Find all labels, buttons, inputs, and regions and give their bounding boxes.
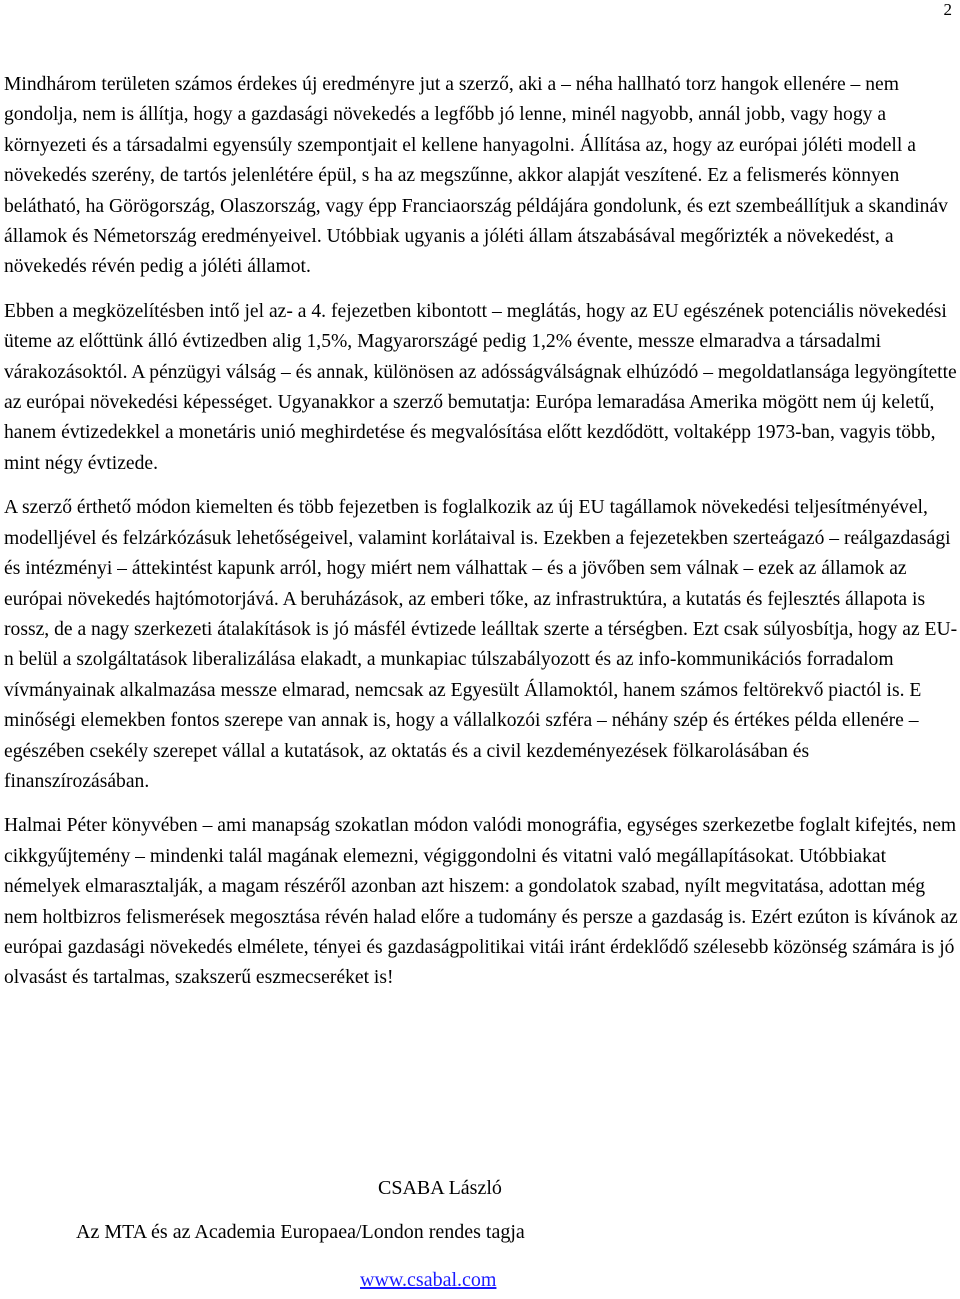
document-body (4, 70, 959, 1008)
author-affiliation: Az MTA és az Academia Europaea/London rendes tagja (76, 1221, 525, 1243)
paragraph-2: Ebben a megközelítésben intő jel az- a 4. fejezetben kibontott – meglátás, hogy az EU egészének potenciális növekedési üteme az előttünk álló évtizedben alig 1,5%, Magyarországé pedig 1,2% évente, messze elmaradva a társadalmi várakozásoktól. A pénzügyi válság – és annak, különösen az adósságválságnak elhúzódó – megoldatlansága legyöngítette az európai növekedési képességet. Ugyanakkor a szerző bemutatja: Európa lemaradása Amerika mögött nem új keletű, hanem évtizedekkel a monetáris unió meghirdetése és megvalósítása előtt kezdődött, voltaképp 1973-ban, vagyis több, mint négy évtizede. (4, 300, 957, 474)
paragraph-3: A szerző érthető módon kiemelten és több fejezetben is foglalkozik az új EU tagállamok növekedési teljesítményével, modelljével és felzárkózásuk lehetőségeivel, valamint korlátaival is. Ezekben a fejezetekben szerteágazó – reálgazdasági és intézményi – áttekintést kapunk arról, hogy miért nem válhattak – és a jövőben sem válnak – ezek az államok az európai növekedés hajtómotorjává. A beruházások, az emberi tőke, az infrastruktúra, a kutatás és fejlesztés állapota is rossz, de a nagy szerkezeti átalakítások is jó másfél évtizede leálltak szerte a térségben. Ezt csak súlyosbítja, hogy az EU-n belül a szolgáltatások liberalizálása elakadt, a munkapiac túlszabályozott és az info-kommunikációs forradalom vívmányainak alkalmazása messze elmarad, nemcsak az Egyesült Államoktól, hanem számos feltörekvő piactól is. E minőségi elemekben fontos szerepe van annak is, hogy a vállalkozói szféra – néhány szép és értékes példa ellenére – egészében csekély szerepet vállal a kutatások, az oktatás és a civil kezdeményezések fölkarolásában és finanszírozásában. (4, 497, 958, 792)
page-number: 2 (943, 0, 952, 19)
paragraph-4: Halmai Péter könyvében – ami manapság szokatlan módon valódi monográfia, egységes szerkezetbe foglalt kifejtés, nem cikkgyűjtemény – mindenki talál magának elemezni, végiggondolni és vitatni való megállapításokat. Utóbbiakat némelyek elmarasztalják, a magam részéről azonban azt hiszem: a gondolatok szabad, nyílt megvitatása, adottan még nem holtbizros felismerések megosztása révén halad előre a tudomány és persze a gazdaság is. Ezért ezúton is kívánok az európai gazdasági növekedés elmélete, tényei és gazdaságpolitikai vitái iránt érdeklődő szélesebb közönség számára is jó olvasást és tartalmas, szakszerű eszmecseréket is! (4, 815, 958, 989)
paragraph-1: Mindhárom területen számos érdekes új eredményre jut a szerző, aki a – néha hallható torz hangok ellenére – nem gondolja, nem is állítja, hogy a gazdasági növekedés a legfőbb jó lenne, minél nagyobb, annál jobb, vagy hogy a környezeti és a társadalmi egyensúly szempontjait el kellene hanyagolni. Állítása az, hogy az európai jóléti modell a növekedés szerény, de tartós jelenlétére épül, s ha az megszűnne, akkor alapját veszítené. Ez a felismerés könnyen belátható, ha Görögország, Olaszország, vagy épp Franciaország példájára gondolunk, és ezt szembeállítjuk a skandináv államok és Németország eredményeivel. Utóbbiak ugyanis a jóléti állam átszabásával megőrizték a növekedést, a növekedés révén pedig a jóléti államot. (4, 74, 948, 278)
website-link[interactable]: www.csabal.com (360, 1269, 497, 1291)
author-name: CSABA László (378, 1177, 502, 1199)
